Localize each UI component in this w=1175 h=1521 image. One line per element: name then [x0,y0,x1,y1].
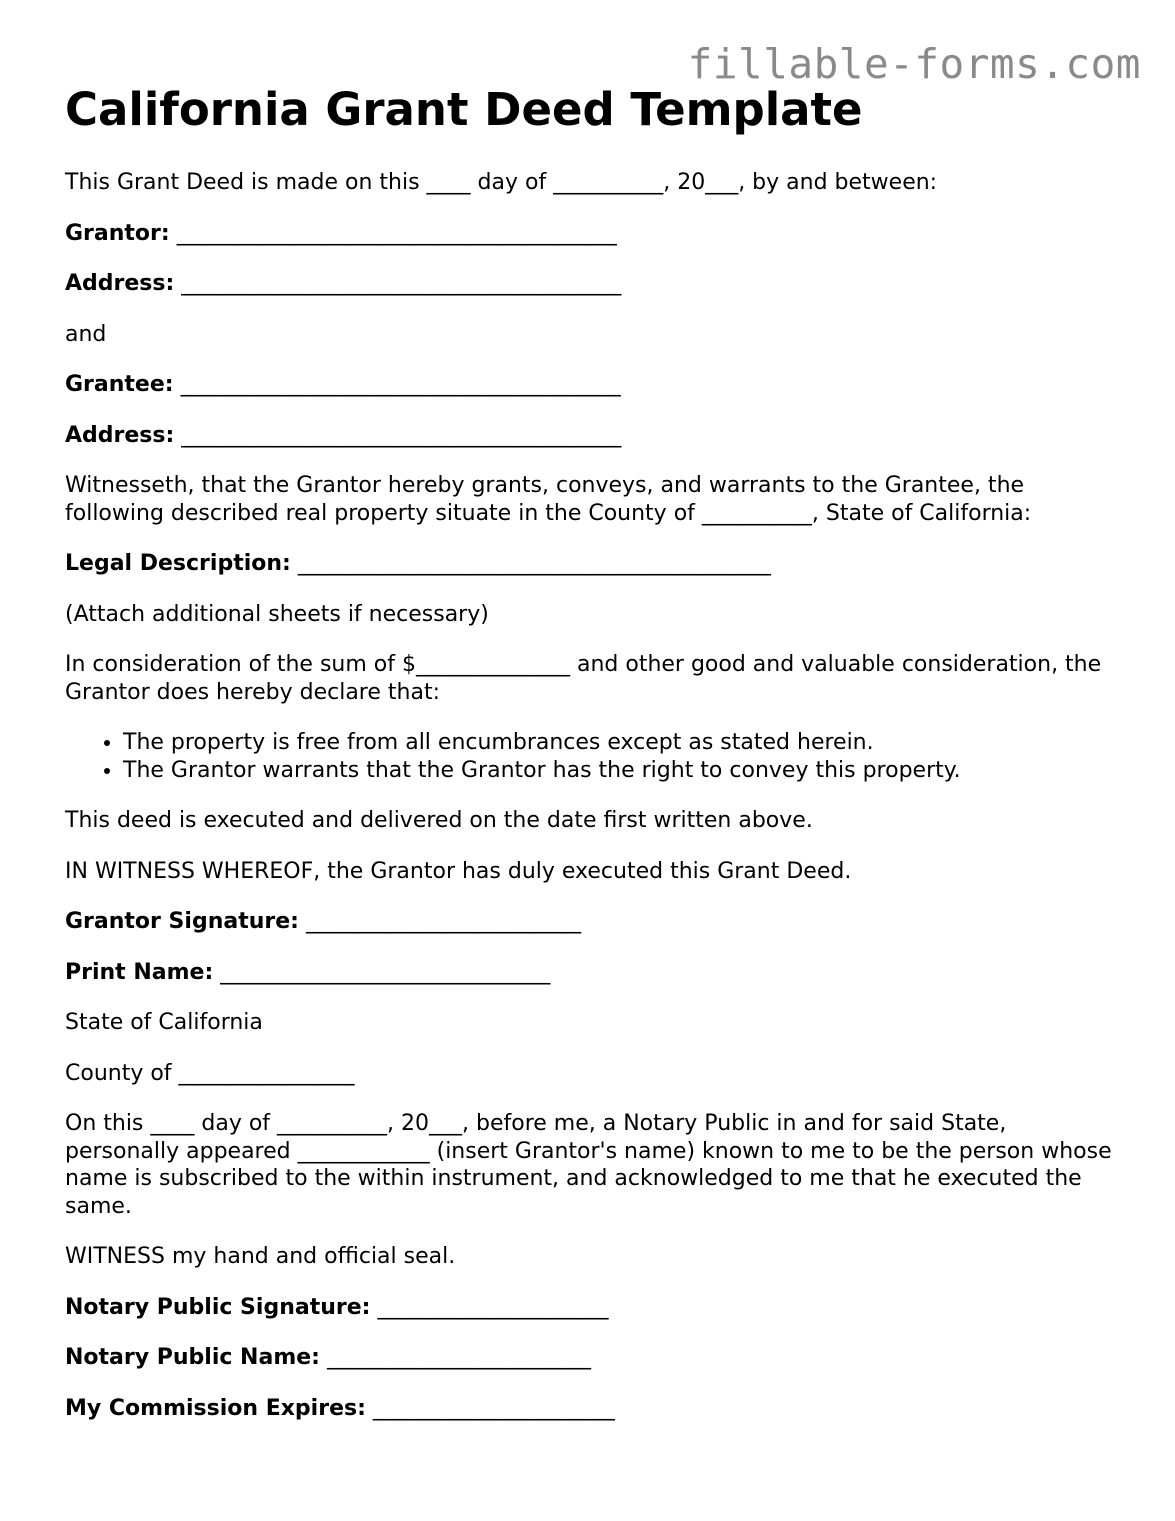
commission-expires-line [65,1395,1125,1423]
commission-expires-label: My Commission Expires: [65,1395,366,1421]
attach-note: (Attach additional sheets if necessary) [65,601,489,627]
executed-text: This deed is executed and delivered on the date first written above. [65,808,813,833]
grantor-line [65,220,1125,248]
in-witness-text: IN WITNESS WHEREOF, the Grantor has duly executed this Grant Deed. [65,858,852,884]
grantee-address-line [65,422,1125,450]
print-name-blank[interactable]: ______________________________ [220,959,551,985]
witness-hand-text: WITNESS my hand and official seal. [65,1244,456,1269]
list-item: • The property is free from all encumbrances except as stated herein. [123,729,1125,757]
print-name-label: Print Name: [65,959,214,985]
grantor-label: Grantor: [65,220,170,246]
grantor-blank[interactable]: ________________________________________ [176,220,617,246]
state-text: State of California [65,1010,263,1035]
grantee-address-blank[interactable]: ________________________________________ [181,422,622,448]
declaration-list [65,729,1125,784]
grantor-address-blank[interactable]: ________________________________________ [181,271,622,296]
page-title: California Grant Deed Template [65,83,863,136]
intro-paragraph: This Grant Deed is made on this ____ day of __________, 20___, by and between: [65,170,938,195]
notary-name-line [65,1344,1125,1372]
legal-description-label: Legal Description: [65,551,291,576]
legal-description-blank[interactable]: ___________________________________________ [297,551,771,576]
notary-name-label: Notary Public Name: [65,1345,320,1370]
notary-name-blank[interactable]: ________________________ [326,1345,591,1370]
grantor-address-label: Address: [65,271,175,296]
notary-signature-line [65,1294,1125,1322]
witnesseth-paragraph: Witnesseth, that the Grantor hereby grants, conveys, and warrants to the Grantee, the following described real property situate in the County of __________, State of California: [65,473,1032,526]
list-item: • The Grantor warrants that the Grantor has the right to convey this property. [123,757,1125,785]
consideration-paragraph: In consideration of the sum of $______________ and other good and valuable consideration, the Grantor does hereby declare that: [65,652,1102,705]
print-name-line [65,959,1125,987]
legal-description-line [65,550,1125,578]
grantee-label: Grantee: [65,372,174,397]
grantor-signature-label: Grantor Signature: [65,909,299,934]
grantor-address-line [65,270,1125,298]
site-watermark: fillable-forms.com [687,40,1141,88]
grantee-address-label: Address: [65,422,175,448]
notary-paragraph: On this ____ day of __________, 20___, before me, a Notary Public in and for said State, personally appeared ____________ (insert Grantor's name) known to me to be the person whose name is subscribed to the within instrument, and acknowledged to me that he executed the same. [65,1111,1112,1219]
grantor-signature-line [65,908,1125,936]
document-body [65,80,1125,1422]
notary-signature-blank[interactable]: _____________________ [377,1294,609,1320]
grantee-blank[interactable]: ________________________________________ [180,372,621,397]
grantee-line [65,371,1125,399]
and-text: and [65,321,107,347]
notary-signature-label: Notary Public Signature: [65,1294,371,1320]
county-text: County of ________________ [65,1060,355,1086]
commission-expires-blank[interactable]: ______________________ [372,1395,615,1421]
grantor-signature-blank[interactable]: _________________________ [305,909,581,934]
